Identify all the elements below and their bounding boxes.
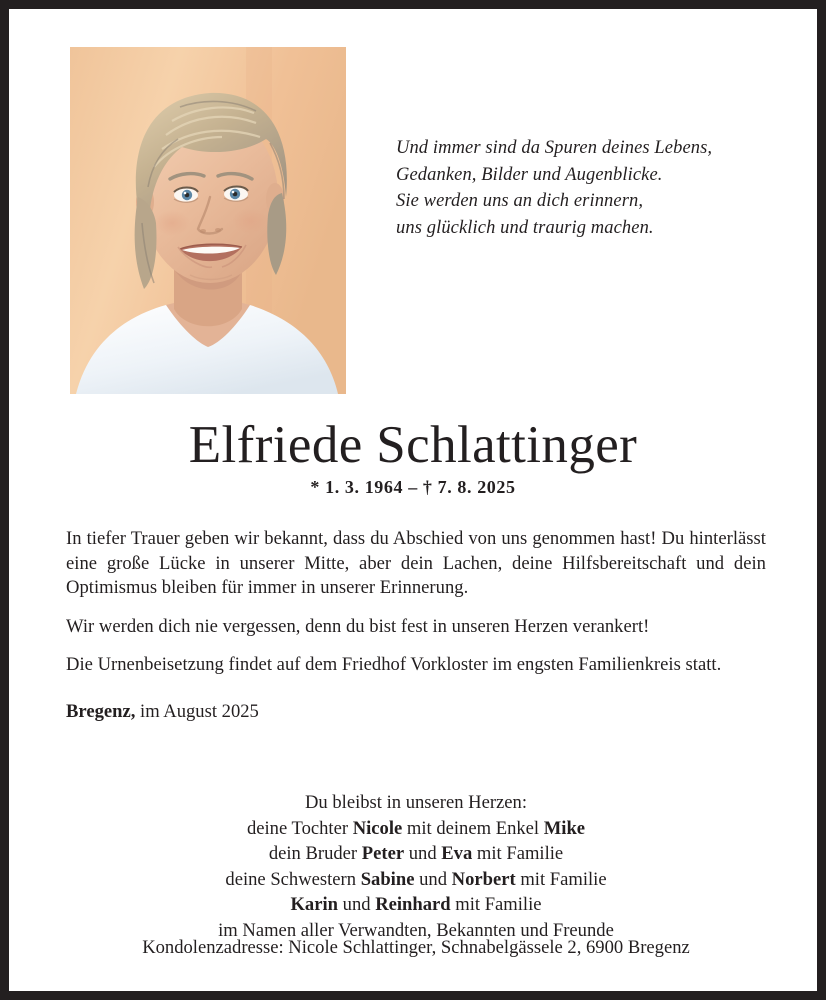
body-paragraph: In tiefer Trauer geben wir bekannt, dass du Abschied von uns genommen hast! Du hinterlässt eine große Lücke in unserer Mitte, aber dein Lachen, deine Hilfsbereitschaft und dein Optimismus bleiben für immer in unserer Erinnerung. bbox=[66, 528, 766, 599]
notice-inner-area bbox=[9, 9, 817, 991]
relation-prefix: deine Tochter bbox=[246, 817, 353, 839]
survivor-name: Norbert bbox=[451, 868, 516, 890]
survivors-closing: im Namen aller Verwandten, Bekannten und Freunde bbox=[218, 919, 614, 941]
life-dates: * 1. 3. 1964 – † 7. 8. 2025 bbox=[310, 477, 516, 497]
relation-middle: und bbox=[414, 868, 452, 890]
survivor-line bbox=[66, 841, 766, 867]
header-area bbox=[9, 9, 817, 361]
verse-line: Und immer sind da Spuren deines Lebens, bbox=[396, 138, 713, 158]
survivor-line bbox=[66, 816, 766, 842]
notice-date: im August 2025 bbox=[140, 700, 259, 722]
condolence-address: Kondolenzadresse: Nicole Schlattinger, Schnabelgässele 2, 6900 Bregenz bbox=[142, 937, 690, 958]
name-block bbox=[9, 416, 817, 498]
survivor-name: Mike bbox=[543, 817, 586, 839]
relation-middle: und bbox=[338, 894, 376, 916]
survivor-name: Peter bbox=[361, 843, 405, 865]
relation-suffix: mit Familie bbox=[515, 868, 607, 890]
obituary-body bbox=[66, 527, 766, 725]
survivors-heading: Du bleibst in unseren Herzen: bbox=[304, 792, 528, 813]
place-and-date bbox=[66, 700, 766, 725]
portrait-photo bbox=[70, 47, 346, 394]
survivors-block bbox=[66, 790, 766, 944]
survivor-name: Eva bbox=[441, 843, 473, 865]
relation-suffix: mit Familie bbox=[450, 894, 542, 916]
relation-middle: und bbox=[404, 843, 442, 865]
survivor-line bbox=[66, 892, 766, 918]
body-paragraph: Die Urnenbeisetzung findet auf dem Friedhof Vorkloster im engsten Familienkreis statt. bbox=[66, 654, 722, 676]
survivor-name: Sabine bbox=[360, 868, 415, 890]
verse-line: Gedanken, Bilder und Augenblicke. bbox=[396, 164, 663, 185]
memorial-verse bbox=[396, 135, 796, 241]
portrait-illustration bbox=[70, 47, 346, 394]
survivor-name: Karin bbox=[290, 894, 338, 916]
relation-suffix: mit Familie bbox=[472, 843, 564, 865]
survivor-line bbox=[66, 867, 766, 893]
verse-line: Sie werden uns an dich erinnern, bbox=[396, 191, 644, 211]
relation-prefix: dein Bruder bbox=[268, 843, 362, 865]
body-paragraph: Wir werden dich nie vergessen, denn du bist fest in unseren Herzen verankert! bbox=[66, 615, 650, 637]
relation-prefix: deine Schwestern bbox=[225, 868, 361, 890]
relation-middle: mit deinem Enkel bbox=[402, 817, 544, 839]
deceased-name: Elfriede Schlattinger bbox=[188, 416, 638, 474]
place-name: Bregenz, bbox=[66, 700, 136, 722]
survivor-name: Reinhard bbox=[375, 894, 451, 916]
survivor-name: Nicole bbox=[352, 817, 403, 839]
verse-line: uns glücklich und traurig machen. bbox=[396, 217, 654, 238]
